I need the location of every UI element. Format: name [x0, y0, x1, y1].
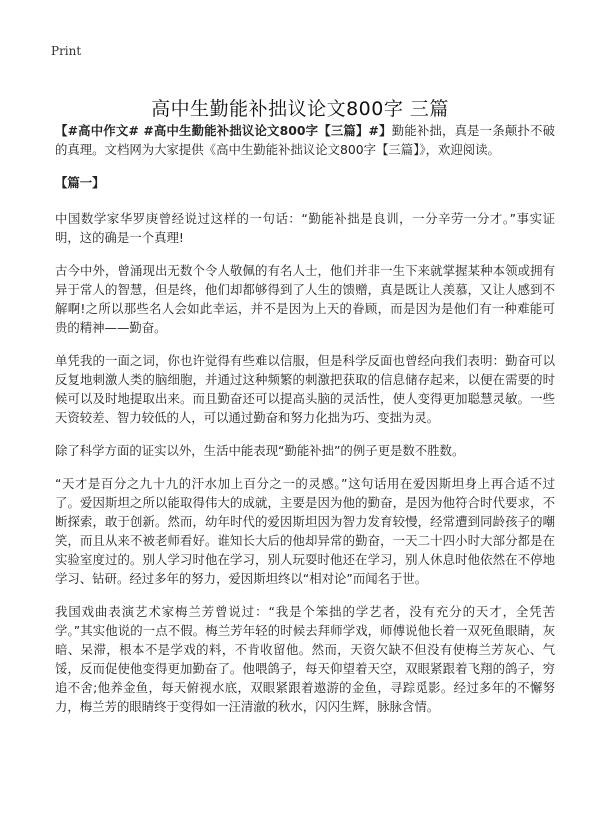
article-body — [55, 121, 555, 730]
paragraph-2: 古今中外，曾涌现出无数个令人敬佩的有名人士，他们并非一生下来就掌握某种本领或拥有异于常人的智慧，但是终，他们却都够得到了人生的馈赠，真是既让人羡慕，又让人感到不解啊!之所以那些名人会如此幸运，并不是因为上天的眷顾，而是因为是他们有一种难能可贵的精神——勤奋。 — [55, 263, 555, 335]
paragraph-4: 除了科学方面的证实以外，生活中能表现“勤能补拙”的例子更是数不胜数。 — [55, 443, 465, 458]
paragraph-1: 中国数学家华罗庚曾经说过这样的一句话：“勤能补拙是良训，一分辛劳一分才。”事实证明，这的确是一个真理! — [55, 211, 555, 245]
print-link[interactable]: Print — [51, 44, 82, 58]
section-heading: 【篇一】 — [55, 175, 105, 190]
paragraph-5: “天才是百分之九十九的汗水加上百分之一的灵感。”这句话用在爱因斯坦身上再合适不过了。爱因斯坦之所以能取得伟大的成就，主要是因为他的勤奋，是因为他符合时代要求，不断探索，敢于创新。然而，幼年时代的爱因斯坦因为智力发育较慢，经常遭到同龄孩子的嘲笑，而且从来不被老师看好。谁知长大后的他却异常的勤奋，一天二十四小时大部分都是在实验室度过的。别人学习时他在学习，别人玩耍时他还在学习，别人休息时他依然在不停地学习、钻研。经过多年的努力，爱因斯坦终以“相对论”而闻名于世。 — [55, 476, 555, 586]
paragraph-6: 我国戏曲表演艺术家梅兰芳曾说过：“我是个笨拙的学艺者，没有充分的天才，全凭苦学。”其实他说的一点不假。梅兰芳年轻的时候去拜师学戏，师傅说他长着一双死鱼眼睛，灰暗、呆滞，根本不是学戏的料，不肯收留他。然而，天资欠缺不但没有使梅兰芳灰心、气馁，反而促使他变得更加勤奋了。他喂鸽子，每天仰望着天空，双眼紧跟着飞翔的鸽子，穷追不舍;他养金鱼，每天俯视水底，双眼紧跟着遨游的金鱼，寻踪觅影。经过多年的不懈努力，梅兰芳的眼睛终于变得如一汪清澈的秋水，闪闪生辉，脉脉含情。 — [55, 604, 555, 714]
intro-paragraph — [55, 121, 555, 159]
intro-text: 勤能补拙，真是一条颠扑不破的真理。文档网为大家提供《高中生勤能补拙议论文800字【三篇】》，欢迎阅读。 — [55, 123, 555, 157]
paragraph-3: 单凭我的一面之词，你也许觉得有些难以信服，但是科学反面也曾经向我们表明：勤奋可以反复地刺激人类的脑细胞，并通过这种频繁的刺激把获取的信息储存起来，以便在需要的时候可以及时地提取出来。而且勤奋还可以提高头脑的灵活性，使人变得更加聪慧灵敏。一些天资较差、智力较低的人，可以通过勤奋和努力化拙为巧、变拙为灵。 — [55, 353, 555, 425]
page-title: 高中生勤能补拙议论文800字 三篇 — [151, 97, 449, 120]
intro-tag: 【#高中作文# #高中生勤能补拙议论文800字【三篇】#】 — [55, 123, 392, 138]
